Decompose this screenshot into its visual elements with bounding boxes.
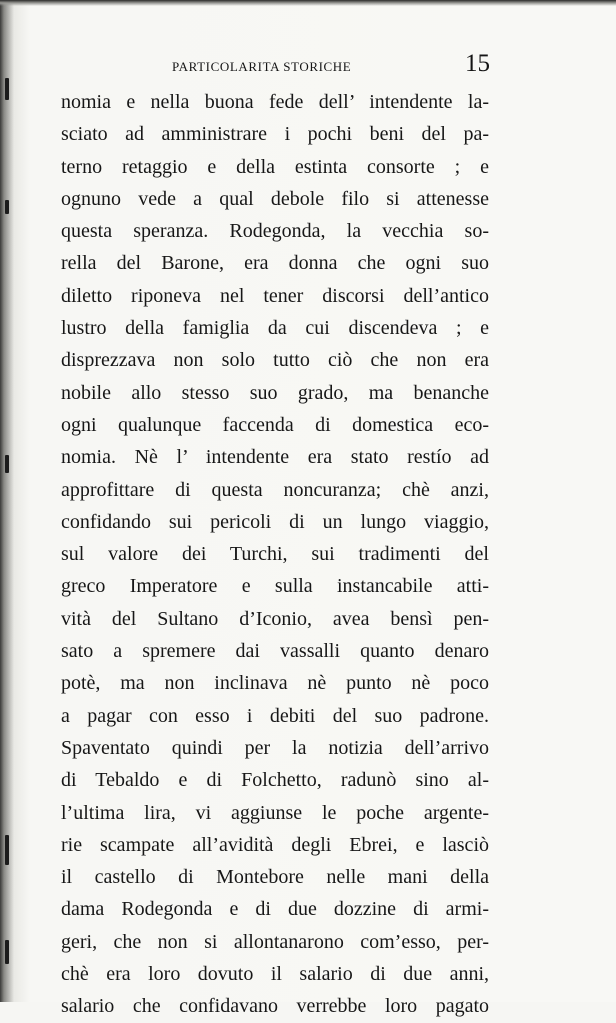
text-line: ognuno vede a qual debole filo si attenesse [61,187,489,210]
text-line: sciato ad amministrare i pochi beni del pa- [61,123,489,146]
text-line: Spaventato quindi per la notizia dell’arrivo [61,736,489,759]
text-line: geri, che non si allontanarono com’esso, per- [61,930,489,953]
text-line: ogni qualunque faccenda di domestica eco- [61,413,489,436]
text-line: terno retaggio e della estinta consorte ; e [61,155,489,178]
binding-edge [2,0,12,1002]
text-line: greco Imperatore e sulla instancabile atti- [61,575,489,598]
text-line: disprezzava non solo tutto ciò che non era [61,349,489,372]
body-text [61,86,489,1023]
text-line: vità del Sultano d’Iconio, avea bensì pen- [61,607,489,630]
page-number: 15 [465,50,490,77]
text-line: di Tebaldo e di Folchetto, radunò sino al- [61,769,489,792]
text-line: nomia e nella buona fede dell’ intendente la- [61,91,489,113]
text-line: diletto riponeva nel tener discorsi dell’antico [61,284,489,307]
text-line: nobile allo stesso suo grado, ma benanche [61,381,489,404]
binding-mark [5,78,9,100]
text-line: potè, ma non inclinava nè punto nè poco [61,672,489,695]
text-line: l’ultima lira, vi aggiunse le poche argente- [61,801,489,824]
text-line: il castello di Montebore nelle mani della [61,866,489,889]
text-line: rie scampate all’avidità degli Ebrei, e lasciò [61,833,489,856]
text-line: salario che confidavano verrebbe loro pagato [61,995,489,1018]
page-top-edge [0,0,616,6]
binding-mark [5,940,9,964]
text-line: approfittare di questa noncuranza; chè anzi, [61,478,489,501]
binding-mark [5,455,9,473]
text-line: chè era loro dovuto il salario di due anni, [61,963,489,986]
page-header [60,50,490,80]
running-title: PARTICOLARITA STORICHE [172,59,352,74]
text-line: sato a spremere dai vassalli quanto denaro [61,640,489,663]
text-line: confidando sui pericoli di un lungo viaggio, [61,510,489,533]
binding-mark [5,200,9,214]
text-line: lustro della famiglia da cui discendeva ; e [61,317,489,340]
text-line: questa speranza. Rodegonda, la vecchia so- [61,220,489,243]
text-line: rella del Barone, era donna che ogni suo [61,252,489,275]
text-line: a pagar con esso i debiti del suo padrone. [61,704,489,727]
text-line: sul valore dei Turchi, sui tradimenti del [61,543,489,566]
binding-mark [5,835,9,865]
text-line: dama Rodegonda e di due dozzine di armi- [61,898,489,921]
text-line: nomia. Nè l’ intendente era stato restío ad [61,446,489,469]
